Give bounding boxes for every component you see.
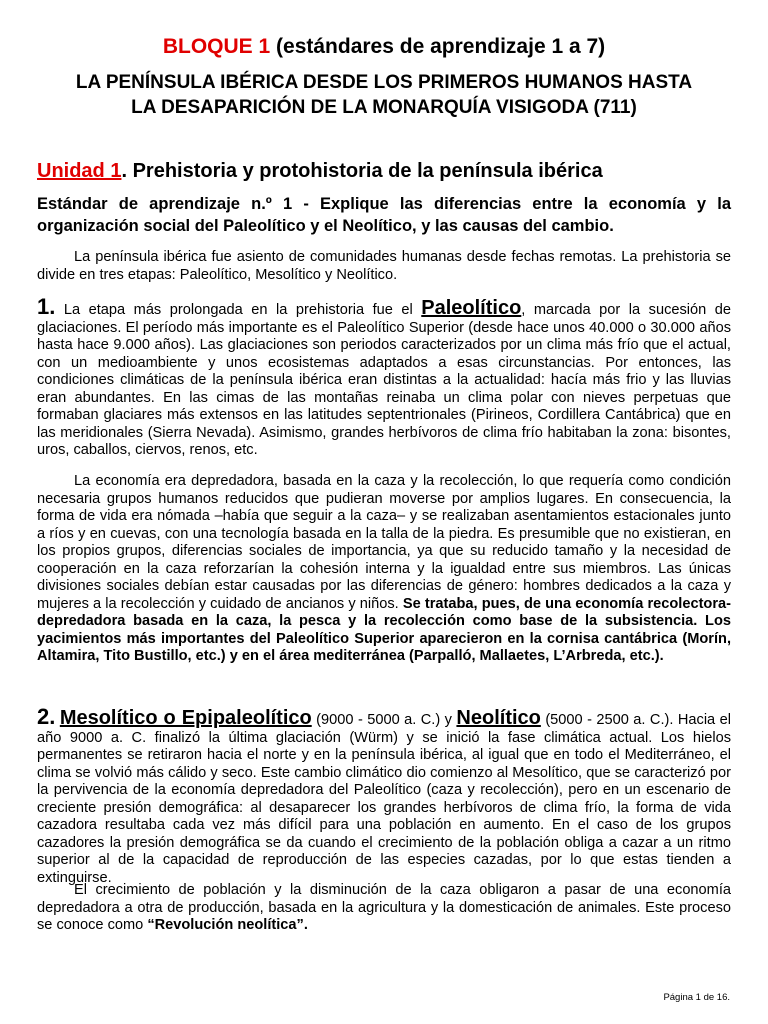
learning-standard: Estándar de aprendizaje n.º 1 - Explique las diferencias entre la economía y la organización social del Paleolítico y el Neolítico, y las causas del cambio. (37, 195, 731, 235)
page-number: Página 1 de 16. (663, 992, 730, 1003)
unit-title: . Prehistoria y protohistoria de la península ibérica (121, 160, 603, 182)
section-1-paragraph-2-bold: Se trataba, pues, de una economía recolectora-depredadora basada en la caza, la pesca y la recolección como base de la subsistencia. Los yacimientos más importantes del Paleolítico Superior aparecieron en la cornisa cantábrica (Morín, Altamira, Tito Bustillo, etc.) y en el área mediterránea (Parpalló, Mallaetes, L’Arbreda, etc.). (37, 595, 731, 664)
section-1-paragraph-2-text: La economía era depredadora, basada en la caza y la recolección, lo que requería como condición necesaria grupos humanos reducidos que pudieran moverse por amplios lugares. En consecuencia, la forma de vida era nómada –había que seguir a la caza– y se realizaban asentamientos estacionales junto a ríos y en cuevas, con una tecnología basada en la talla de la piedra. Es presumible que no existieran, en los propios grupos, diferencias sociales de importancia, ya que su reducido tamaño y la necesidad de cooperación en la caza reforzarían la cohesión interna y la igualdad entre sus miembros. Las únicas divisiones sociales debían estar causadas por las diferencias de género: hombres dedicados a la caza y mujeres a la recolección y cuidado de ancianos y niños. (37, 473, 731, 612)
section-1-paragraph-2 (37, 473, 731, 666)
intro-paragraph: La península ibérica fue asiento de comunidades humanas desde fechas remotas. La prehistoria se divide en tres etapas: Paleolítico, Mesolítico y Neolítico. (37, 249, 731, 283)
page-title-line-1: LA PENÍNSULA IBÉRICA DESDE LOS PRIMEROS HUMANOS HASTA (75, 72, 693, 93)
block-heading (0, 34, 768, 60)
section-2-paragraph-2-text: El crecimiento de población y la disminución de la caza obligaron a pasar de una economía depredadora a otra de producción, basada en la agricultura y la domesticación de animales. Este proceso se conoce como (37, 882, 731, 933)
section-2-number: 2. (37, 704, 56, 729)
section-2-term-1: Mesolítico o Epipaleolítico (59, 707, 312, 729)
section-1-term: Paleolítico (421, 297, 522, 319)
section-2-paragraph-1 (37, 704, 731, 887)
page-title (0, 70, 768, 120)
section-2-dates-1: (9000 - 5000 a. C.) (311, 712, 445, 728)
unit-heading (37, 158, 737, 184)
section-1-body-text: , marcada por la sucesión de glaciaciones. El período más importante es el Paleolítico Superior (desde hace unos 40.000 o 30.000 años hasta hace 9.000 años). Las glaciaciones son periodos caracterizados por un clima más frío que el actual, con un medioambiente y unos ecosistemas adaptados a esas circunstancias. Por entonces, las condiciones climáticas de la península ibérica eran distintas a la actualidad: hacía más frio y las lluvias eran abundantes. En las cimas de las montañas reinaba un clima polar con nieves perpetuas que formaban glaciares más extensos en las latitudes septentrionales (Pirineos, Cordillera Cantábrica) que en las meridionales (Sierra Nevada). Asimismo, grandes herbívoros de clima frío habitaban la zona: bisontes, uros, caballos, ciervos, renos, etc. (37, 302, 731, 458)
block-subtitle: (estándares de aprendizaje 1 a 7) (270, 35, 606, 58)
section-1-number: 1. (37, 294, 56, 319)
section-1-intro-text: La etapa más prolongada en la prehistoria fue el (55, 302, 422, 318)
block-label: BLOQUE 1 (162, 35, 271, 58)
section-2-dates-2: (5000 - 2500 a. C.). (540, 712, 674, 728)
section-1-paragraph-1 (37, 294, 731, 460)
unit-label: Unidad 1 (37, 160, 122, 182)
section-2-paragraph-2 (37, 882, 731, 935)
section-2-body-text: Hacia el año 9000 a. C. finalizó la última glaciación (Würm) y se inició la fase climática actual. Los hielos permanentes se retiraron hacia el norte y en la península ibérica, al igual que en todo el Mediterráneo, el clima se volvió más cálido y seco. Este cambio climático dio comienzo al Mesolítico, que se caracterizó por la pervivencia de la economía depredadora del Paleolítico (caza y recolección), pero en un escenario de creciente presión demográfica: al desaparecer los grandes herbívoros de clima frío, la forma de vida cazadora resultaba cada vez más difícil para una población en aumento. En el caso de los grupos cazadores la presión demográfica se da cuando el crecimiento de la población obliga a cazar a un ritmo superior al de la capacidad de reproducción de las especies cazadas, por lo que estas tienden a extinguirse. (37, 712, 731, 886)
section-2-term-2: Neolítico (456, 707, 541, 729)
section-2-paragraph-2-bold: “Revolución neolítica”. (147, 917, 308, 933)
section-2-connector: y (444, 712, 457, 728)
page-title-line-2: LA DESAPARICIÓN DE LA MONARQUÍA VISIGODA (711) (131, 97, 637, 118)
